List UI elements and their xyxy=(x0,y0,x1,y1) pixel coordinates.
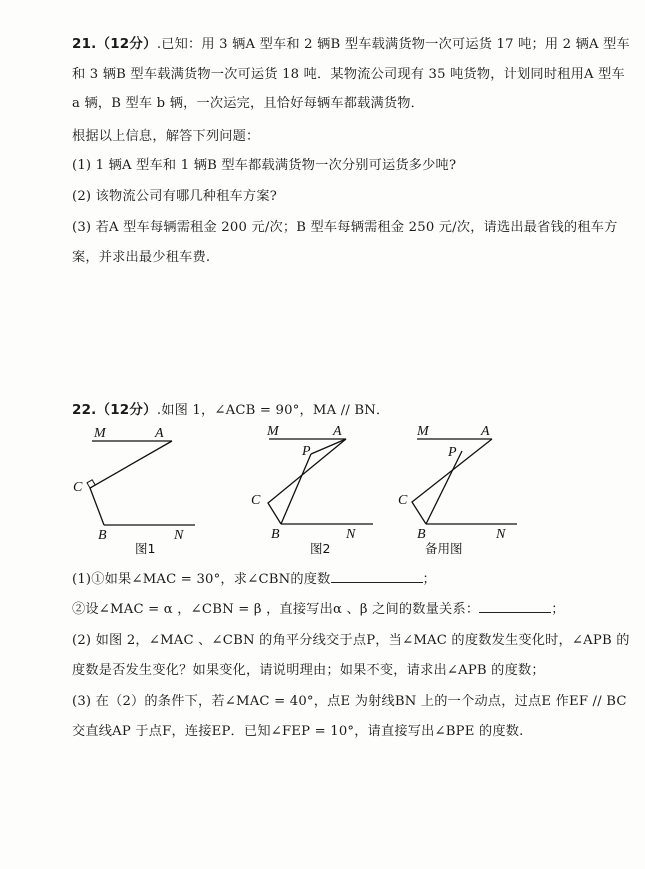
fig2-label-b: B xyxy=(271,527,280,542)
fig2-label-p: P xyxy=(302,444,311,459)
fig1-label-m: M xyxy=(94,426,106,441)
q22-line-1 xyxy=(72,398,389,418)
q21-part-2: (2) 该物流公司有哪几种租车方案? xyxy=(72,189,277,204)
q22-part-1a-text: (1)①如果∠MAC = 30°，求∠CBN的度数 xyxy=(72,572,331,587)
q22-part-1b-text: ②设∠MAC = α ，∠CBN = β ，直接写出α 、β 之间的数量关系： xyxy=(72,602,480,617)
fig1-line-acb xyxy=(90,441,172,525)
q21-line-2: 和 3 辆B 型车载满货物一次可运货 18 吨．某物流公司现有 35 吨货物，计划同时租用A 型车 xyxy=(72,67,625,82)
q22-part-3a: (3) 在（2）的条件下，若∠MAC = 40°，点E 为射线BN 上的一个动点，过点E 作EF // BC xyxy=(72,694,627,709)
q22-part-2a: (2) 如图 2，∠MAC 、∠CBN 的角平分线交于点P，当∠MAC 的度数发生变化时，∠APB 的 xyxy=(72,633,630,648)
fig3-caption: 备用图 xyxy=(425,541,463,556)
answer-blank-2[interactable] xyxy=(479,599,551,613)
figure-2 xyxy=(245,420,395,562)
q21-number: 21.（12分） xyxy=(72,36,157,52)
q21-part-3b: 案，并求出最少租车费. xyxy=(72,250,211,265)
fig2-label-m: M xyxy=(267,424,279,439)
q22-intro: .如图 1，∠ACB = 90°，MA // BN． xyxy=(156,403,390,418)
q21-part-1: (1) 1 辆A 型车和 1 辆B 型车都载满货物一次分别可运货多少吨? xyxy=(72,158,457,173)
q22-part-1a-end: ； xyxy=(422,572,436,587)
q22-part-1a xyxy=(72,568,436,587)
q22-part-3b: 交直线AP 于点F，连接EP．已知∠FEP = 10°，请直接写出∠BPE 的度数. xyxy=(72,724,524,739)
fig1-label-n: N xyxy=(174,528,184,543)
fig1-label-c: C xyxy=(73,480,83,495)
fig1-caption: 图1 xyxy=(135,541,156,556)
figure-spare xyxy=(395,420,545,562)
q21-text-1: .已知：用 3 辆A 型车和 2 辆B 型车载满货物一次可运货 17 吨；用 2 辆A 型车 xyxy=(156,37,630,52)
fig2-label-n: N xyxy=(346,527,356,542)
fig3-label-c: C xyxy=(398,493,408,508)
q22-part-2b: 度数是否发生变化？如果变化，请说明理由；如果不变，请求出∠APB 的度数； xyxy=(72,663,545,678)
q21-part-3a: (3) 若A 型车每辆需租金 200 元/次；B 型车每辆需租金 250 元/次，请选出最省钱的租车方 xyxy=(72,220,618,235)
answer-blank-1[interactable] xyxy=(331,569,423,583)
q21-line-3: a 辆，B 型车 b 辆，一次运完，且恰好每辆车都载满货物． xyxy=(72,96,425,111)
fig3-label-b: B xyxy=(417,527,426,542)
fig2-label-c: C xyxy=(251,493,261,508)
q22-number: 22.（12分） xyxy=(72,402,157,418)
fig1-label-b: B xyxy=(98,528,107,543)
fig2-caption: 图2 xyxy=(310,541,331,556)
fig3-label-a: A xyxy=(481,424,490,439)
q22-part-1b xyxy=(72,598,565,617)
fig2-line-ap xyxy=(311,439,346,454)
fig3-label-p: P xyxy=(448,445,457,460)
figure-1 xyxy=(70,422,220,562)
fig2-label-a: A xyxy=(333,424,342,439)
q21-line-1 xyxy=(72,32,630,52)
fig1-label-a: A xyxy=(155,426,164,441)
q22-part-1b-end: ； xyxy=(551,602,565,617)
fig3-label-m: M xyxy=(417,424,429,439)
fig3-label-n: N xyxy=(496,527,506,542)
q21-line-4: 根据以上信息，解答下列问题： xyxy=(72,129,260,144)
